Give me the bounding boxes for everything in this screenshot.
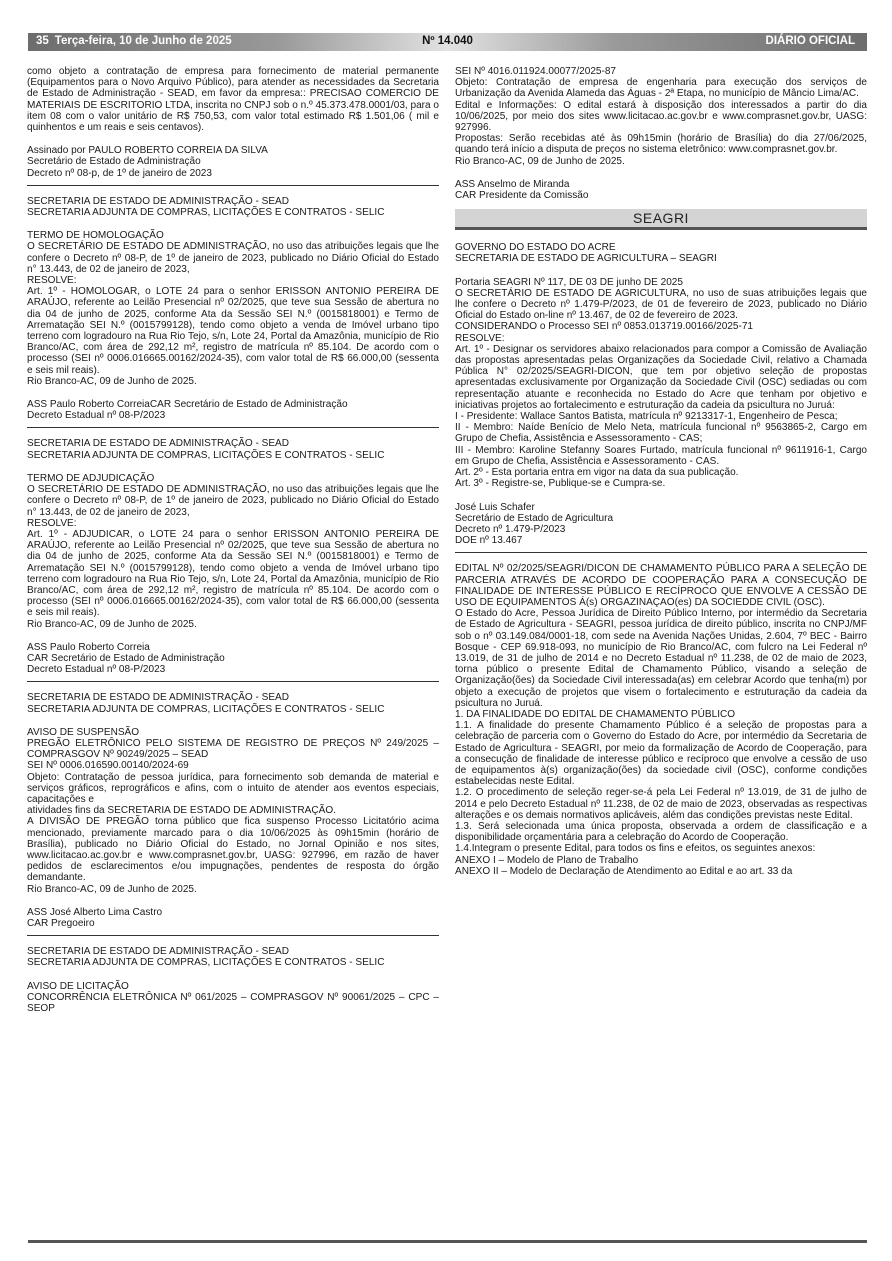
adjudication-term: TERMO DE ADJUDICAÇÃO O SECRETÁRIO DE ESTADO DE ADMINISTRAÇÃO, no uso das atribuições legais que lhe confere o Decreto nº 08-P, de 1º de janeiro de 2023, publicado no Diário Oficial do Estado n° 13.443, de 02 de janeiro de 2023, RESOLVE: Art. 1º - ADJUDICAR, o LOTE 24 para o senhor ERISSON ANTONIO PEREIRA DE ARAÚJO, referente ao Leilão Presencial nº 02/2025, que teve sua Sessão de abertura no dia 04 de junho de 2025, conforme Ata da Sessão SEI N.º (0015818001) e Termo de Arrematação SEI N.º (0015799128), tendo como objeto a venda de Imóvel urbano tipo terreno com logradouro na Rua Rio Tejo, s/n, Lote 24, Portal da Amazônia, município de Rio Branco/AC, com área de 292,12 m², registro de matrícula nº 85.104. De acordo com o processo (SEI nº 0006.016665.00162/2024-35), com valor total de R$ 66.000,00 (sessenta e seis mil reais). Rio Branco-AC, 09 de Junho de 2025. (27, 472, 439, 630)
bidding-notice: AVISO DE LICITAÇÃO CONCORRÊNCIA ELETRÔNICA Nº 061/2025 – COMPRASGOV Nº 90061/2025 – CPC – SEOP (27, 980, 439, 1015)
footer-rule (28, 1240, 867, 1243)
edital-text: EDITAL Nº 02/2025/SEAGRI/DICON DE CHAMAMENTO PÚBLICO PARA A SELEÇÃO DE PARCERIA ATRAVÉS DE ACORDO DE COOPERAÇÃO PARA A CONSECUÇÃO DE FINALIDADE DE INTERESSE PÚBLICO E RECÍPROCO QUE ENVOLVE A CESSÃO DE USO DE EQUIPAMENTOS Á(s) ORGAZINAÇAO(es) DA SOCIEDDE CIVIL (OSC). O Estado do Acre, Pessoa Jurídica de Direito Público Interno, por intermédio da Secretaria de Estado de Agricultura - SEAGRI, pessoa jurídica de direito público, inscrita no CNPJ/MF sob o nº 03.149.084/0001-18, com sede na Avenida Nações Unidas, 2.604, 7º BEC - Bairro Bosque - CEP 69.918-093, no município de Rio Branco/AC, com fulcro na Lei Federal nº 13.019, de 31 de julho de 2014 e no Decreto Estadual nº 11.238, de 02 de maio de 2023, torna público o presente Edital de Chamamento Público, visando a seleção de Organização(ões) da Sociedade Civil interessada(as) em celebrar Acordo que tenha(m) por objeto a execução de projetos que visem o fortalecimento e estruturação da cadeia da psicultura no Juruá. 1. DA FINALIDADE DO EDITAL DE CHAMAMENTO PÚBLICO 1.1. A finalidade do presente Chamamento Público é a seleção de propostas para a celebração de parceria com o Governo do Estado do Acre, por intermédio da Secretaria de Estado de Agricultura - SEAGRI, por meio da formalização de Acordo de Cooperação, para a consecução de finalidade de interesse público e recíproco que envolve a cessão de uso de equipamentos à(s) organização(ões) da sociedade civil (OSC), conforme condições estabelecidas neste Edital. 1.2. O procedimento de seleção reger-se-á pela Lei Federal nº 13.019, de 31 de julho de 2014 e pelo Decreto Estadual nº 11.238, de 02 de maio de 2023, observadas as respectivas alterações e os demais normativos aplicáveis, além das condições previstas neste Edital. 1.3. Será selecionada uma única proposta, observada a ordem de classificação e a disponibilidade orçamentária para a celebração do Acordo de Cooperação. 1.4.Integram o presente Edital, para todos os fins e efeitos, os seguintes anexos: ANEXO I – Modelo de Plano de Trabalho ANEXO II – Modelo de Declaração de Atendimento ao Edital e ao art. 33 da (455, 563, 867, 877)
header-date: Terça-feira, 10 de Junho de 2025 (54, 35, 232, 47)
signature-block: ASS José Alberto Lima Castro CAR Pregoeiro (27, 906, 163, 929)
section-divider (27, 681, 439, 682)
suspension-notice: AVISO DE SUSPENSÃO PREGÃO ELETRÔNICO PELO SISTEMA DE REGISTRO DE PREÇOS Nº 249/2025 – COMPRASGOV Nº 90249/2025 – SEAD SEI Nº 0006.016590.00140/2024-69 Objeto: Contratação de pessoa jurídica, para fornecimento sob demanda de material e serviços gráficos, reprográficos e afins, com o intuito de atender aos eventos especiais, capacitações e atividades fins da SECRETARIA DE ESTADO DE ADMINISTRAÇÃO. A DIVISÃO DE PREGÃO torna público que fica suspenso Processo Licitatório acima mencionado, previamente marcado para o dia 10/06/2025 às 09h15min (horário de Brasília), publicado no Diário Oficial do Estado, no Jornal Opinião e nos sites, www.licitacao.ac.gov.br e www.comprasnet.gov.br, UASG: 927996, em razão de haver pedidos de esclarecimentos e/ou impugnações, pendentes de resposta do órgão demandante. Rio Branco-AC, 09 de Junho de 2025. (27, 726, 439, 895)
ordinance-text: Portaria SEAGRI Nº 117, DE 03 DE junho DE 2025 O SECRETÁRIO DE ESTADO DE AGRICULTURA, no uso de suas atribuições legais que lhe confere o Decreto nº 1.479-P/2023, de 01 de fevereiro de 2023, publicado no Diário Oficial do Estado on-line nº 13.467, de 02 de fevereiro de 2023. CONSIDERANDO o Processo SEI nº 0853.013719.00166/2025-71 RESOLVE: Art. 1º - Designar os servidores abaixo relacionados para compor a Comissão de Avaliação das propostas apresentadas pelas Organizações da Sociedade Civil, relativo a Chamada Pública N° 02/2025/SEAGRI-DICON, que tem por objetivo seleção de propostas apresentadas exclusivamente por Organização da Sociedade Civil (OSC) sediadas ou com representação atuante e reconhecida no Estado do Acre que tenham por objetivo e iniciativas projetos ao fortalecimento e estruturação da cadeia da psicultura no Juruá: I - Presidente: Wallace Santos Batista, matrícula nº 9213317-1, Engenheiro de Pesca; II - Membro: Naíde Benício de Melo Neta, matrícula funcional nº 9563865-2, Cargo em Grupo de Chefia, Assistência e Assessoramento - CAS; III - Membro: Karoline Stefanny Soares Furtado, matrícula funcional nº 9611916-1, Cargo em Grupo de Chefia, Assistência e Assessoramento - CAS. Art. 2º - Esta portaria entra em vigor na data da sua publicação. Art. 3º - Registre-se, Publique-se e Cumpra-se. (455, 276, 867, 490)
section-divider (27, 185, 439, 186)
bidding-details: SEI Nº 4016.011924.00077/2025-87 Objeto: Contratação de empresa de engenharia para execução dos serviços de Urbanização da Avenida Alameda das Águas - 2ª Etapa, no município de Mâncio Lima/AC. Edital e Informações: O edital estará à disposição dos interessados a partir do dia 10/06/2025, por meio dos sites www.licitacao.ac.gov.br e www.comprasnet.gov.br, UASG: 927996. Propostas: Serão recebidas até às 09h15min (horário de Brasília) do dia 27/06/2025, quando terá início a disputa de preços no sistema eletrônico: www.comprasnet.gov.br. Rio Branco-AC, 09 de Junho de 2025. (455, 66, 867, 167)
edition-number: Nº 14.040 (422, 35, 473, 47)
agency-header: GOVERNO DO ESTADO DO ACRE SECRETARIA DE ESTADO DE AGRICULTURA – SEAGRI (455, 242, 717, 265)
section-divider (27, 427, 439, 428)
section-header: SECRETARIA DE ESTADO DE ADMINISTRAÇÃO - SEAD SECRETARIA ADJUNTA DE COMPRAS, LICITAÇÕES E CONTRATOS - SELIC (27, 946, 385, 969)
section-banner: SEAGRI (455, 209, 867, 230)
publication-name: DIÁRIO OFICIAL (765, 35, 855, 47)
left-column (27, 66, 439, 1014)
section-header: SECRETARIA DE ESTADO DE ADMINISTRAÇÃO - SEAD SECRETARIA ADJUNTA DE COMPRAS, LICITAÇÕES E CONTRATOS - SELIC (27, 692, 385, 715)
signature-block: José Luis Schafer Secretário de Estado de Agricultura Decreto nº 1.479-P/2023 DOE nº 13.467 (455, 501, 614, 547)
section-divider (27, 935, 439, 936)
right-column (455, 66, 867, 877)
section-header: SECRETARIA DE ESTADO DE ADMINISTRAÇÃO - SEAD SECRETARIA ADJUNTA DE COMPRAS, LICITAÇÕES E CONTRATOS - SELIC (27, 438, 385, 461)
section-divider (455, 552, 867, 553)
section-header: SECRETARIA DE ESTADO DE ADMINISTRAÇÃO - SEAD SECRETARIA ADJUNTA DE COMPRAS, LICITAÇÕES E CONTRATOS - SELIC (27, 195, 385, 219)
signature-block: Assinado por PAULO ROBERTO CORREIA DA SILVA Secretário de Estado de Administração Decreto nº 08-p, de 1º de janeiro de 2023 (27, 145, 268, 179)
signature-block: ASS Anselmo de Miranda CAR Presidente da Comissão (455, 178, 589, 202)
contract-paragraph: como objeto a contratação de empresa para fornecimento de material permanente (Equipamentos para o Novo Arquivo Público), para atender as necessidades da Secretaria de Estado de Administração - SEAD, em favor da empresa:: PRECISAO COMERCIO DE MATERIAIS DE ESCRITORIO LTDA, inscrita no CNPJ sob o n.º 45.373.478.0001/03, para o item 08 com o valor unitário de R$ 750,53, com valor total estimado R$ 1.501,06 ( mil e quinhentos e um reais e seis centavos). (27, 66, 439, 134)
signature-block: ASS Paulo Roberto Correia CAR Secretário de Estado de Administração Decreto Estadual nº 08-P/2023 (27, 641, 225, 676)
page-header (28, 33, 867, 51)
homologation-term: TERMO DE HOMOLOGAÇÃO O SECRETÁRIO DE ESTADO DE ADMINISTRAÇÃO, no uso das atribuições legais que lhe confere o Decreto nº 08-P, de 1º de janeiro de 2023, publicado no Diário Oficial do Estado n° 13.443, de 02 de janeiro de 2023, RESOLVE: Art. 1º - HOMOLOGAR, o LOTE 24 para o senhor ERISSON ANTONIO PEREIRA DE ARAÚJO, referente ao Leilão Presencial nº 02/2025, que teve sua Sessão de abertura no dia 04 de junho de 2025, conforme Ata da Sessão SEI N.º (0015818001) e Termo de Arrematação SEI N.º (0015799128), tendo como objeto a venda de Imóvel urbano tipo terreno com logradouro na Rua Rio Tejo, s/n, Lote 24, Portal da Amazônia, município de Rio Branco/AC, com área de 292,12 m², registro de matrícula nº 85.104. De acordo com o processo (SEI nº 0006.016665.00162/2024-35), com valor total de R$ 66.000,00 (sessenta e seis mil reais). Rio Branco-AC, 09 de Junho de 2025. (27, 230, 439, 387)
page-number: 35 (36, 35, 49, 47)
signature-block: ASS Paulo Roberto CorreiaCAR Secretário de Estado de Administração Decreto Estadual nº 08-P/2023 (27, 399, 348, 422)
